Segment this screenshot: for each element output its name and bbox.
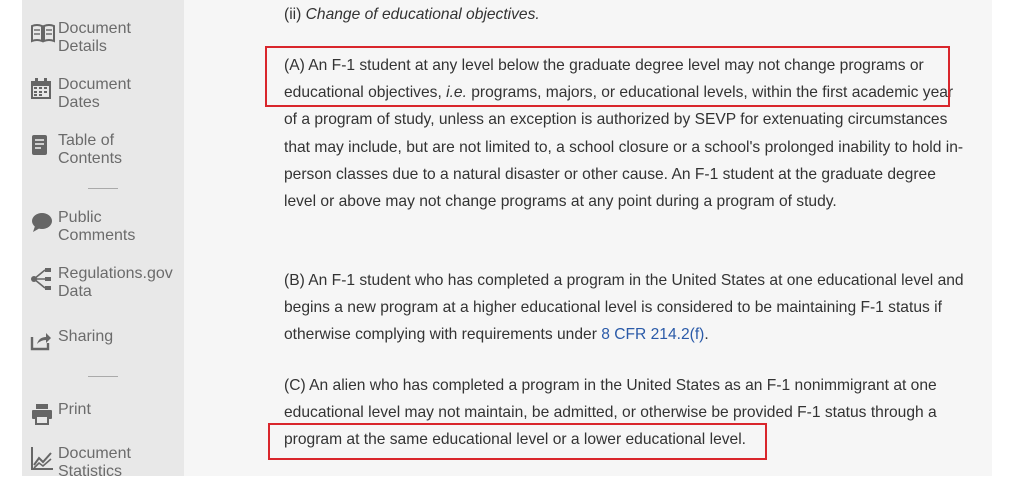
print-icon — [30, 401, 58, 427]
document-content — [184, 0, 992, 476]
sidebar-item-label: Document — [58, 445, 131, 462]
stats-icon — [30, 445, 58, 471]
sidebar-item-label: Data — [58, 283, 92, 300]
sidebar — [22, 0, 184, 480]
sidebar-item-label: Statistics — [58, 463, 123, 480]
sidebar-item-public-comments[interactable] — [30, 209, 135, 245]
sidebar-item-label: Comments — [58, 227, 136, 244]
paragraph-c: (C) An alien who has completed a program in the United States as an F-1 nonimmigrant at one educational level may not maintain, be admitted, or otherwise be provided F-1 status through a program at the same educational level or a lower educational level. — [284, 377, 937, 449]
calendar-icon — [30, 76, 58, 102]
sidebar-item-label: Contents — [58, 150, 123, 167]
sidebar-item-label: Dates — [58, 94, 100, 111]
sidebar-item-label: Regulations.gov — [58, 265, 173, 282]
cfr-link[interactable]: 8 CFR 214.2(f) — [601, 326, 705, 344]
sidebar-divider — [88, 376, 118, 377]
highlight-box-paragraph-c — [268, 423, 767, 460]
section-heading: (ii) Change of educational objectives. — [284, 6, 540, 23]
sidebar-item-regulations-gov-data[interactable] — [30, 265, 173, 301]
paragraph-a: (A) An F-1 student at any level below the graduate degree level may not change programs or educational objectives, i.e. programs, majors, or educational levels, within the first academic year of a program of study, unless an exception is authorized by SEVP for extenuating circumstances that may include, but are not limited to, a school closure or a school's prolonged inability to hold in-person classes due to a natural disaster or other cause. An F-1 student at the graduate degree level or above may not change programs at any point during a program of study. — [284, 57, 964, 211]
sidebar-item-label: Table of — [58, 132, 115, 149]
sidebar-item-label: Public — [58, 209, 102, 226]
sidebar-item-print[interactable] — [30, 401, 91, 427]
sidebar-item-table-of-contents[interactable] — [30, 132, 122, 168]
sidebar-item-label: Document — [58, 76, 131, 93]
share-icon — [30, 328, 58, 354]
sidebar-item-document-dates[interactable] — [30, 76, 131, 112]
share-tree-icon — [30, 265, 58, 291]
comment-icon — [30, 209, 58, 235]
sidebar-item-document-details[interactable] — [30, 20, 131, 56]
toc-icon — [30, 132, 58, 158]
highlight-box-paragraph-a — [265, 46, 950, 107]
sidebar-item-sharing[interactable] — [30, 328, 113, 354]
sidebar-divider — [88, 188, 118, 189]
sidebar-item-label: Sharing — [58, 328, 114, 345]
book-icon — [30, 20, 58, 46]
sidebar-item-label: Details — [58, 38, 107, 55]
section-heading-title: Change of educational objectives. — [305, 6, 540, 23]
paragraph-b: (B) An F-1 student who has completed a program in the United States at one educational level and begins a new program at a higher educational level is considered to be maintaining F-1 status if otherwise complying with requirements under 8 CFR 214.2(f). — [284, 272, 964, 344]
sidebar-item-label: Document — [58, 20, 131, 37]
sidebar-item-label: Print — [58, 401, 91, 418]
